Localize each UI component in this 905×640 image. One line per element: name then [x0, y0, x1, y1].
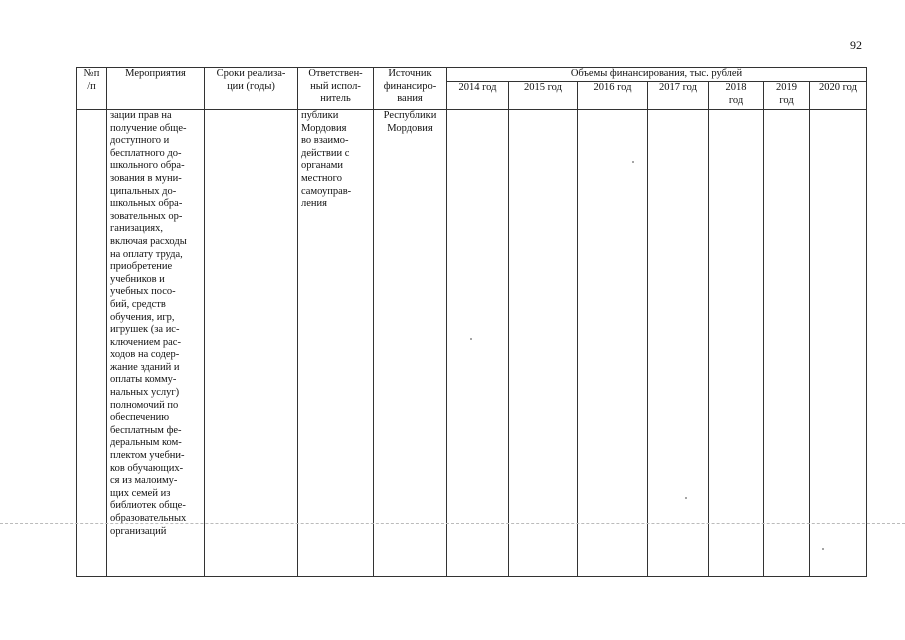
- header-year-2020: 2020 год: [810, 82, 867, 110]
- header-source: Источник финансиро- вания: [374, 68, 447, 110]
- cell-2017: [648, 110, 709, 577]
- financing-table: [76, 67, 867, 577]
- cell-terms: [205, 110, 298, 577]
- header-year-2017: 2017 год: [648, 82, 709, 110]
- header-year-2014: 2014 год: [447, 82, 509, 110]
- header-year-2019: 2019 год: [764, 82, 810, 110]
- scan-speck: [685, 497, 687, 499]
- scan-speck: [822, 548, 824, 550]
- scan-speck: [632, 161, 634, 163]
- cell-no: [77, 110, 107, 577]
- header-year-2016: 2016 год: [578, 82, 648, 110]
- cell-2016: [578, 110, 648, 577]
- header-year-2018: 2018 год: [709, 82, 764, 110]
- scan-speck: [470, 338, 472, 340]
- cell-2020: [810, 110, 867, 577]
- cell-2014: [447, 110, 509, 577]
- page-number: 92: [850, 38, 862, 52]
- scan-artifact-line: [0, 523, 905, 524]
- header-year-2015: 2015 год: [509, 82, 578, 110]
- header-volumes: Объемы финансирования, тыс. рублей: [447, 68, 867, 82]
- header-no: №п /п: [77, 68, 107, 110]
- header-measures: Мероприятия: [107, 68, 205, 110]
- table-row: [77, 110, 867, 577]
- cell-2015: [509, 110, 578, 577]
- cell-2018: [709, 110, 764, 577]
- cell-source: Республики Мордовия: [374, 110, 447, 577]
- header-terms: Сроки реализа- ции (годы): [205, 68, 298, 110]
- cell-2019: [764, 110, 810, 577]
- cell-measures: зации прав на получение обще- доступного и бесплатного до- школьного обра- зования в муни- ципальных до- школьных обра- зовательных ор- ганизациях, включая расходы на оплату труда, приобретение учебников и учебных посо- бий, средств обучения, игр, игрушек (за ис- ключением рас- ходов на содер- жание зданий и оплаты комму- нальных услуг) полномочий по обеспечению бесплатным фе- деральным ком- плектом учебни- ков обучающих- ся из малоиму- щих семей из библиотек обще- образовательных организаций: [107, 110, 205, 577]
- cell-responsible: публики Мордовия во взаимо- действии с органами местного самоуправ- ления: [298, 110, 374, 577]
- header-responsible: Ответствен- ный испол- нитель: [298, 68, 374, 110]
